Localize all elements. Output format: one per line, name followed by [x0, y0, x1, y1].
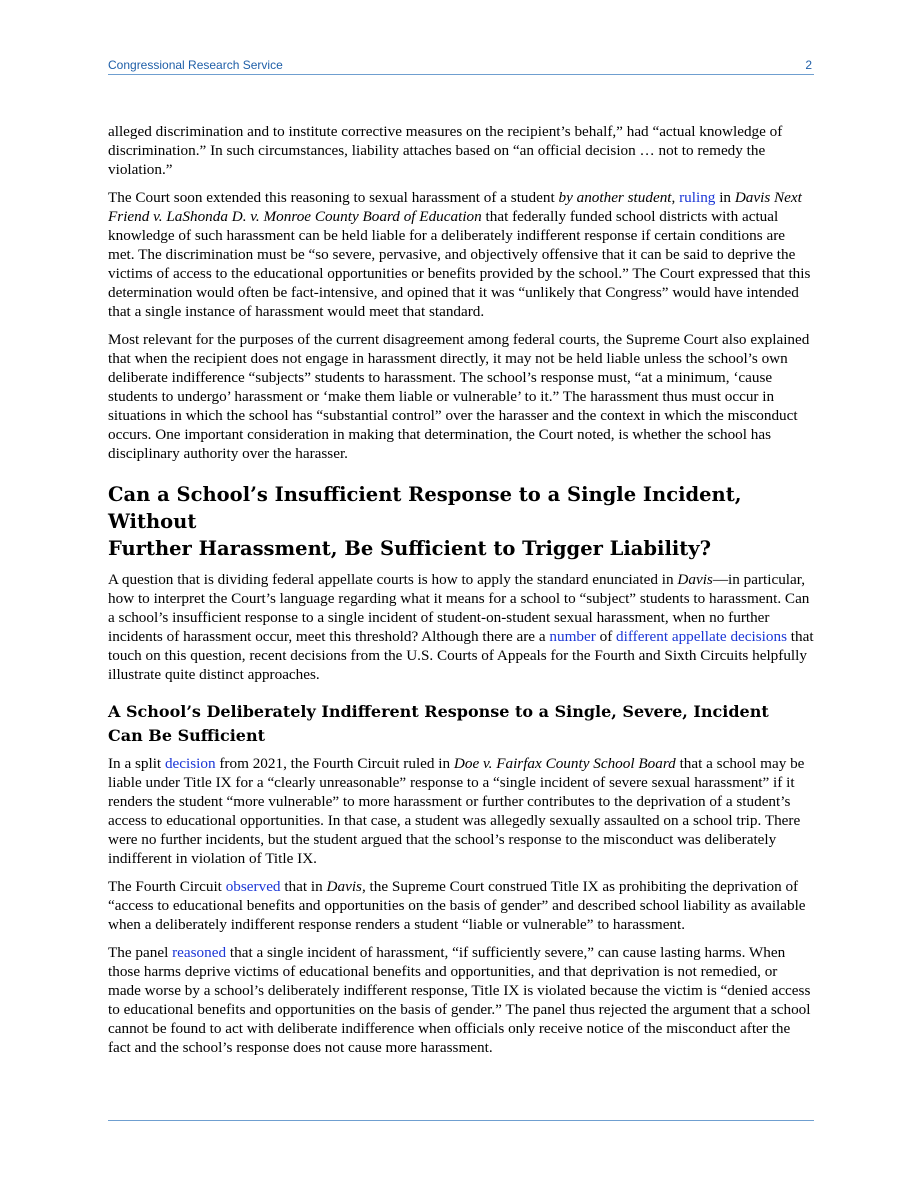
case-name: Davis [326, 878, 362, 895]
emphasis-text: by another student [558, 189, 672, 206]
different-appellate-decisions-link[interactable]: different appellate decisions [616, 628, 787, 645]
text-run: that a school may be liable under Title IX for a “clearly unreasonable” response to a “single incident of severe sexual harassment” if it renders the student “more vulnerable” to more harassment or further contributes to the deprivation of a student’s access to educational opportunities. In that case, a student was allegedly sexually assaulted on a school trip. There were no further incidents, but the student argued that the school’s response to the misconduct was deliberately indifferent in violation of Title IX. [108, 755, 805, 867]
paragraph-6 [108, 877, 814, 934]
page-number: 2 [805, 58, 812, 72]
section-heading [108, 481, 814, 562]
observed-link[interactable]: observed [225, 878, 281, 895]
text-run: The Fourth Circuit [108, 878, 226, 895]
reasoned-link[interactable]: reasoned [172, 944, 227, 961]
footer-rule [108, 1120, 814, 1121]
text-run: from 2021, the Fourth Circuit ruled in [215, 755, 454, 772]
header-rule [108, 74, 814, 75]
text-run: , the Supreme Court construed Title IX as prohibiting the deprivation of “access to educational benefits and opportunities on the basis of gender” and described school liability as available when a deliberately indifferent response renders a student “liable or vulnerable” to harassment. [108, 878, 806, 933]
header-organization: Congressional Research Service [108, 58, 283, 72]
text-run: In a split [108, 755, 165, 772]
decision-link[interactable]: decision [164, 755, 216, 772]
case-name: Doe v. Fairfax County School Board [453, 755, 676, 772]
text-run: that in [280, 878, 327, 895]
paragraph-4 [108, 570, 814, 684]
paragraph-2 [108, 188, 814, 321]
number-link[interactable]: number [549, 628, 596, 645]
document-body [108, 122, 814, 1066]
text-run: , [671, 189, 680, 206]
ruling-link[interactable]: ruling [679, 189, 716, 206]
text-run: A question that is dividing federal appellate courts is how to apply the standard enunciated in [108, 571, 678, 588]
subsection-heading [108, 700, 814, 748]
text-run: The Court soon extended this reasoning to sexual harassment of a student [108, 189, 559, 206]
paragraph-7 [108, 943, 814, 1057]
heading-line: Can a School’s Insufficient Response to a Single Incident, Without [108, 483, 742, 533]
text-run: in [715, 189, 735, 206]
heading-line: A School’s Deliberately Indifferent Response to a Single, Severe, Incident [108, 702, 769, 721]
case-name: Davis Next Friend v. LaShonda D. v. Monroe County Board of Education [108, 189, 802, 225]
paragraph-5 [108, 754, 814, 868]
text-run: The panel [108, 944, 173, 961]
text-run: —in particular, how to interpret the Court’s language regarding what it means for a school to “subject” students to harassment. Can a school’s insufficient response to a single incident of student-on-student sexual harassment, when no further incidents of harassment occur, meet this threshold? Although there are a [108, 571, 810, 645]
page-header [108, 58, 814, 74]
text-run: that federally funded school districts with actual knowledge of such harassment can be held liable for a deliberately indifferent response if certain conditions are met. The discrimination must be “so severe, pervasive, and objectively offensive that it can be said to deprive the victims of access to the educational opportunities or benefits provided by the school.” The Court expressed that this determination would often be fact-intensive, and opined that it was “unlikely that Congress” would have intended that a single instance of harassment would meet that standard. [108, 208, 811, 320]
text-run: that a single incident of harassment, “if sufficiently severe,” can cause lasting harms. When those harms deprive victims of educational benefits and opportunities, and that deprivation is not remedied, or made worse by a school’s deliberately indifferent response, Title IX is violated because the victim is “denied access to educational benefits and opportunities on the basis of gender.” The panel thus rejected the argument that a school cannot be found to act with deliberate indifference when officials only receive notice of the misconduct after the fact and the school’s response does not cause more harassment. [108, 944, 811, 1056]
text-run: that touch on this question, recent decisions from the U.S. Courts of Appeals for the Fourth and Sixth Circuits helpfully illustrate quite distinct approaches. [108, 628, 814, 683]
case-name: Davis [677, 571, 713, 588]
heading-line: Can Be Sufficient [108, 726, 265, 745]
heading-line: Further Harassment, Be Sufficient to Trigger Liability? [108, 537, 712, 560]
paragraph-3: Most relevant for the purposes of the current disagreement among federal courts, the Supreme Court also explained that when the recipient does not engage in harassment directly, it may not be held liable unless the school’s own deliberate indifference “subjects” students to harassment. The school’s response must, “at a minimum, ‘cause students to undergo’ harassment or ‘make them liable or vulnerable’ to it.” The harassment thus must occur in situations in which the school has “substantial control” over the harasser and the context in which the misconduct occurs. One important consideration in making that determination, the Court noted, is whether the school has disciplinary authority over the harasser. [108, 331, 810, 462]
paragraph-1: alleged discrimination and to institute corrective measures on the recipient’s behalf,” had “actual knowledge of discrimination.” In such circumstances, liability attaches based on “an official decision … not to remedy the violation.” [108, 123, 783, 178]
text-run: of [595, 628, 617, 645]
